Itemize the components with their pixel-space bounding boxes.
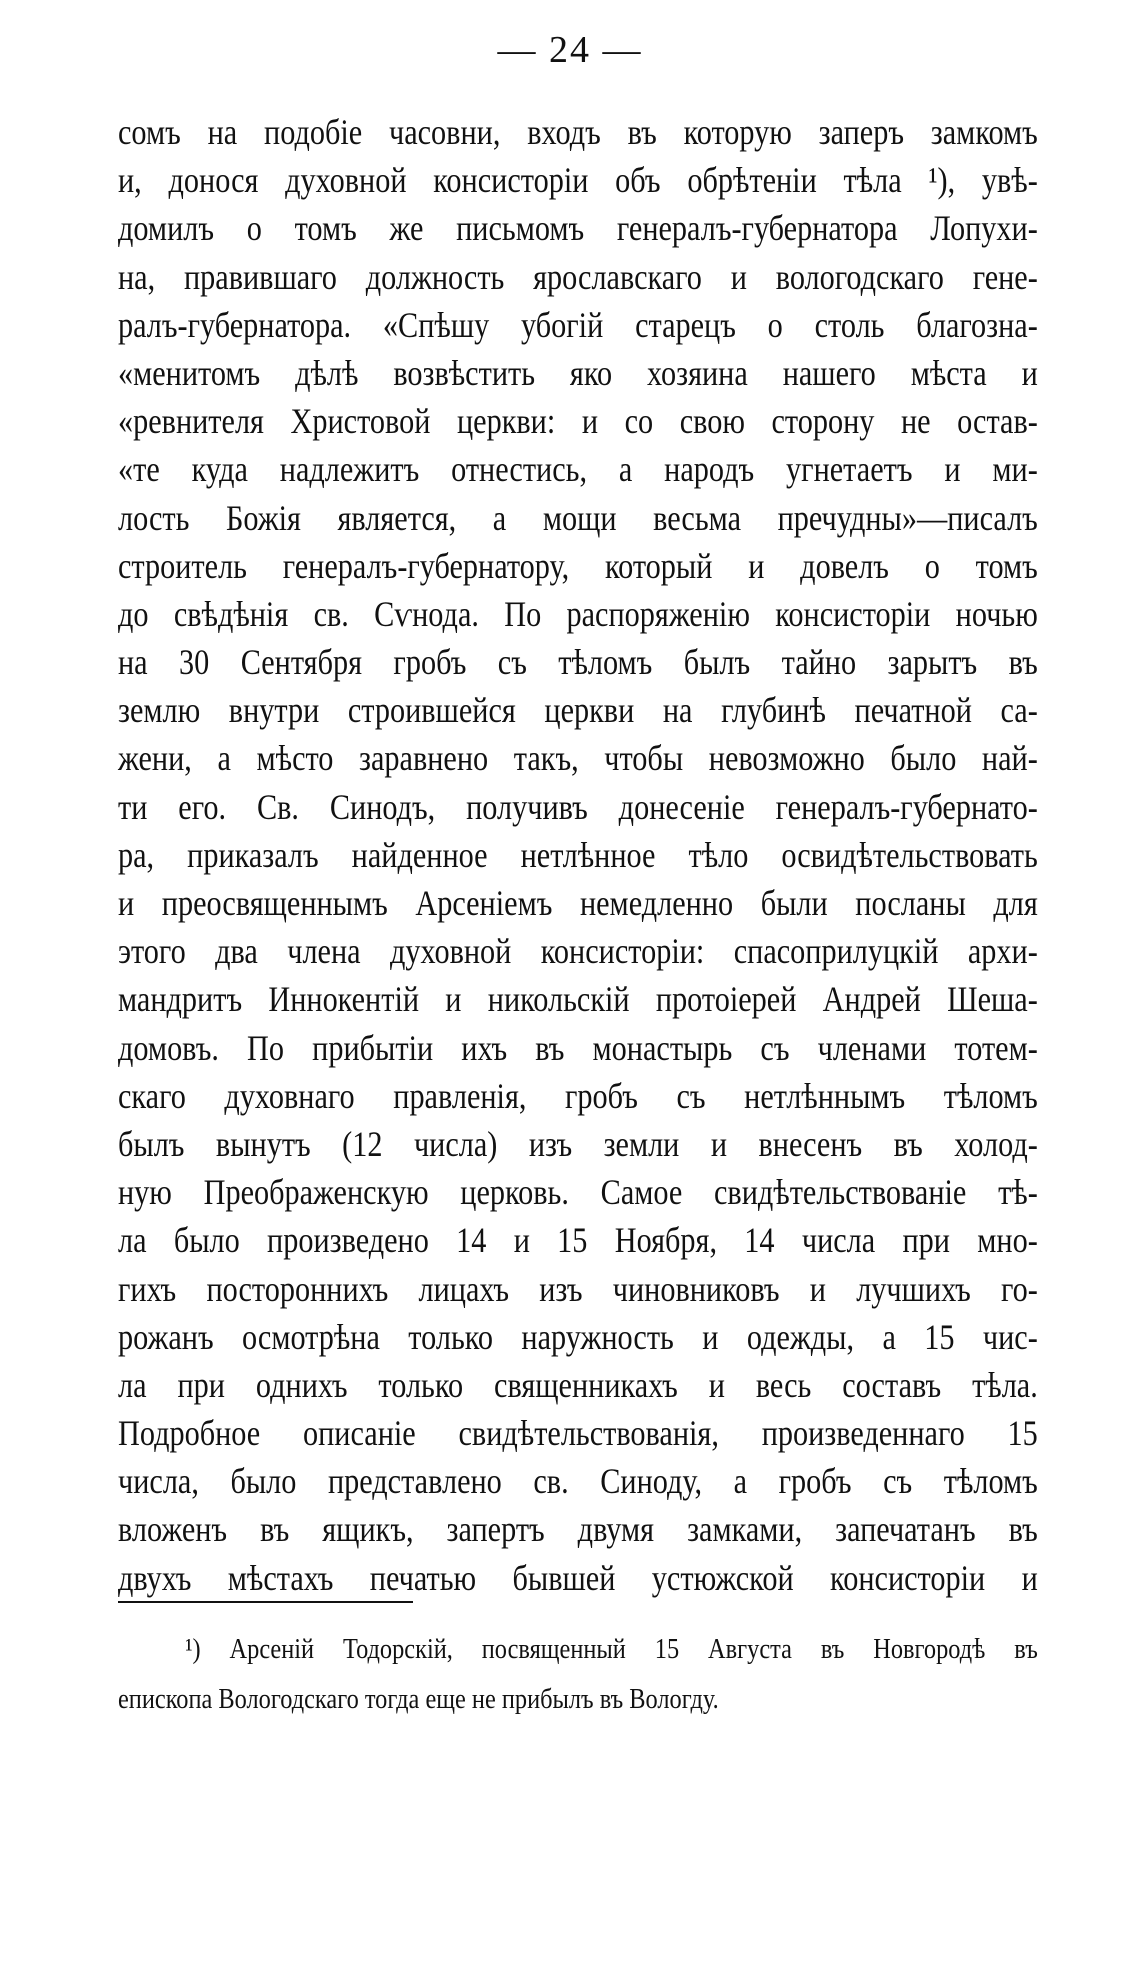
text-line-16: ра, приказалъ найденное нетлѣнное тѣло освидѣтельствовать (118, 834, 1038, 875)
main-text (118, 108, 1038, 1602)
text-line-5: ралъ-губернатора. «Спѣшу убогій старецъ о столь благозна- (118, 304, 1038, 345)
text-line-11: до свѣдѣнія св. Сѵнода. По распоряженію консисторіи ночью (118, 593, 1038, 634)
text-line-29: числа, было представлено св. Синоду, а гробъ съ тѣломъ (118, 1461, 1038, 1502)
text-line-14: жени, а мѣсто заравнено такъ, чтобы невозможно было най- (118, 738, 1038, 779)
text-line-3: домилъ о томъ же письмомъ генералъ-губернатора Лопухи- (118, 208, 1038, 249)
text-line-10: строитель генералъ-губернатору, который и довелъ о томъ (118, 545, 1038, 586)
text-line-22: былъ вынутъ (12 числа) изъ земли и внесенъ въ холод- (118, 1123, 1038, 1164)
text-line-8: «те куда надлежитъ отнестись, а народъ угнетаетъ и ми- (118, 449, 1038, 490)
page-number: — 24 — (497, 29, 643, 71)
text-line-31: двухъ мѣстахъ печатью бывшей устюжской консисторіи и (118, 1557, 1038, 1598)
text-line-9: лость Божія является, а мощи весьма пречудны»—писалъ (118, 497, 1038, 538)
text-line-26: рожанъ осмотрѣна только наружность и одежды, а 15 чис- (118, 1316, 1038, 1357)
text-line-30: вложенъ въ ящикъ, запертъ двумя замками, запечатанъ въ (118, 1509, 1038, 1550)
text-line-27: ла при однихъ только священникахъ и весь составъ тѣла. (118, 1364, 1038, 1405)
text-line-20: домовъ. По прибытіи ихъ въ монастырь съ членами тотем- (118, 1027, 1038, 1068)
text-line-4: на, правившаго должность ярославскаго и вологодскаго гене- (118, 256, 1038, 297)
text-line-28: Подробное описаніе свидѣтельствованія, произведеннаго 15 (118, 1413, 1038, 1454)
text-line-12: на 30 Сентября гробъ съ тѣломъ былъ тайно зарытъ въ (118, 642, 1038, 683)
text-line-23: ную Преображенскую церковь. Самое свидѣтельствованіе тѣ- (118, 1172, 1038, 1213)
text-line-6: «менитомъ дѣлѣ возвѣстить яко хозяина нашего мѣста и (118, 352, 1038, 393)
text-line-1: сомъ на подобіе часовни, входъ въ которую заперъ замкомъ (118, 112, 1038, 152)
text-line-15: ти его. Св. Синодъ, получивъ донесеніе генералъ-губернато- (118, 786, 1038, 827)
text-line-7: «ревнителя Христовой церкви: и со свою сторону не остав- (118, 401, 1038, 442)
footnote-line-2: епископа Вологодскаго тогда еще не прибылъ въ Вологду. (118, 1683, 719, 1715)
text-line-17: и преосвященнымъ Арсеніемъ немедленно были посланы для (118, 883, 1038, 923)
text-line-24: ла было произведено 14 и 15 Ноября, 14 числа при мно- (118, 1220, 1038, 1261)
footnote-line-1: ¹) Арсеній Тодорскій, посвященный 15 Августа въ Новгородѣ въ (185, 1633, 1038, 1665)
footnote-divider (118, 1601, 413, 1603)
text-line-21: скаго духовнаго правленія, гробъ съ нетлѣннымъ тѣломъ (118, 1075, 1038, 1116)
text-line-2: и, донося духовной консисторіи объ обрѣтеніи тѣла ¹), увѣ- (118, 160, 1038, 201)
text-line-25: гихъ постороннихъ лицахъ изъ чиновниковъ и лучшихъ го- (118, 1268, 1038, 1309)
text-line-13: землю внутри строившейся церкви на глубинѣ печатной са- (118, 690, 1038, 731)
text-line-19: мандритъ Иннокентій и никольскій протоіерей Андрей Шеша- (118, 979, 1038, 1020)
text-line-18: этого два члена духовной консисторіи: спасоприлуцкій архи- (118, 931, 1038, 972)
footnote (118, 1624, 1038, 1724)
